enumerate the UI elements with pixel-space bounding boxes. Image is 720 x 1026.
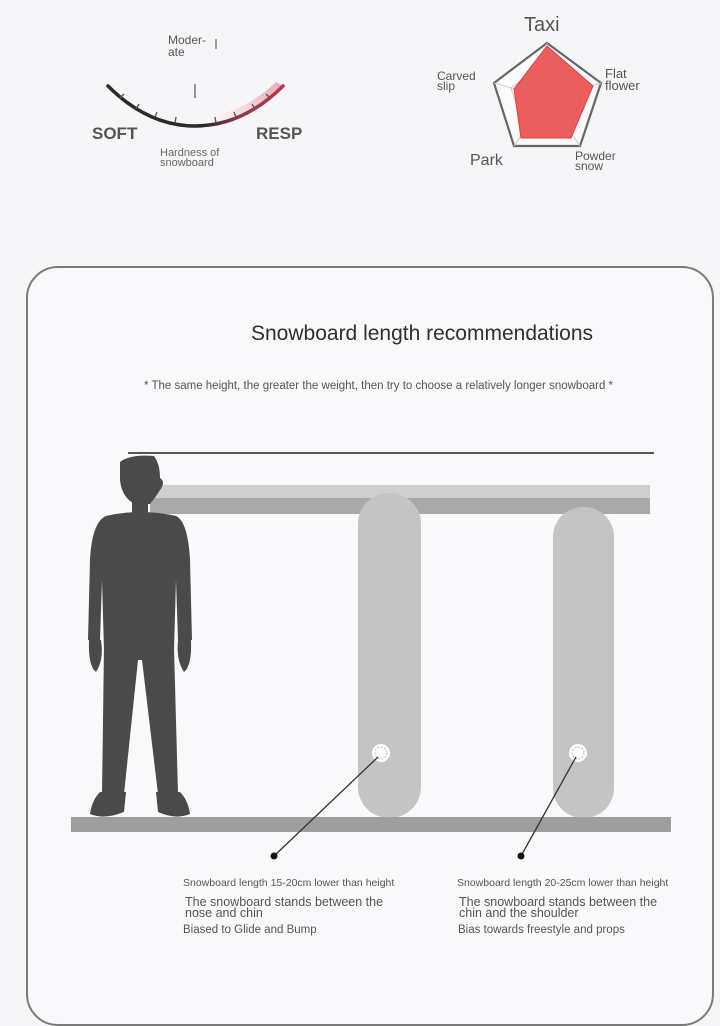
soft-label: SOFT <box>92 124 138 143</box>
section-note: * The same height, the greater the weight, then try to choose a relatively longer snowboard * <box>144 380 614 392</box>
radar-label-powder-line2: snow <box>575 159 604 173</box>
radar-label-park: Park <box>470 152 503 169</box>
moderate-label-line1: Moder- <box>168 33 207 47</box>
snowboard-short-insert <box>569 744 587 762</box>
option-long-stance-line2: nose and chin <box>185 906 263 920</box>
snowboard-long <box>358 493 421 818</box>
option-long-length: Snowboard length 15-20cm lower than height <box>183 877 395 889</box>
floor <box>71 817 671 832</box>
option-short-stance-line2: chin and the shoulder <box>459 906 579 920</box>
radar-label-taxi: Taxi <box>524 14 560 36</box>
section-title: Snowboard length recommendations <box>251 322 594 345</box>
moderate-label-line2: ate <box>168 45 185 59</box>
radar-label-carved-line1: Carved <box>437 69 476 83</box>
radar-label-flat-line2: flower <box>605 78 640 93</box>
option-long-bias: Biased to Glide and Bump <box>183 924 317 936</box>
callout-dot-long <box>271 853 278 860</box>
option-long-stance <box>185 897 383 919</box>
option-short-length: Snowboard length 20-25cm lower than height <box>457 877 669 889</box>
gauge-caption-line2: snowboard <box>160 157 214 169</box>
snowboard-short <box>553 507 614 818</box>
radar-label-powder-line1: Powder <box>575 149 616 163</box>
option-long-stance-line1: The snowboard stands between the <box>185 895 384 909</box>
radar-label-carved-line2: slip <box>437 79 456 93</box>
callout-dot-short <box>518 853 525 860</box>
callout-line-long <box>274 757 378 856</box>
option-short-stance-line1: The snowboard stands between the <box>459 895 658 909</box>
option-short-bias: Bias towards freestyle and props <box>458 924 625 936</box>
gauge-caption-line1: Hardness of <box>160 147 220 159</box>
radar-label-flat-line1: Flat <box>605 66 627 81</box>
option-short-stance <box>459 897 657 919</box>
resp-label: RESP <box>256 124 303 143</box>
